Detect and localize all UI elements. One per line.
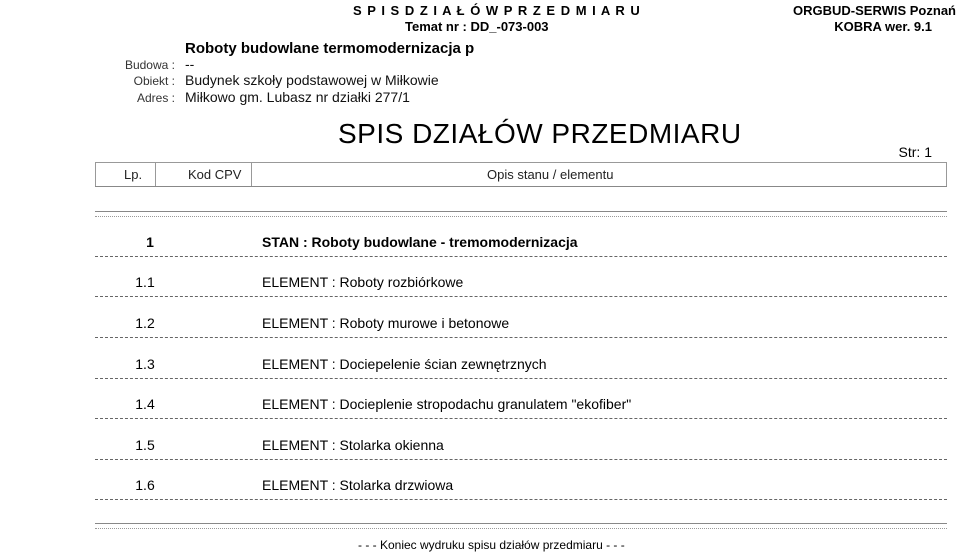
element-number: 1.1 [135, 274, 155, 290]
element-number: 1.5 [135, 437, 155, 453]
row-divider [95, 459, 947, 460]
separator-line [95, 211, 947, 212]
element-text: ELEMENT : Dociepelenie ścian zewnętrznych [262, 356, 547, 372]
element-number: 1.3 [135, 356, 155, 372]
row-divider [95, 378, 947, 379]
element-number: 1.6 [135, 477, 155, 493]
stan-number: 1 [146, 234, 154, 250]
element-number: 1.2 [135, 315, 155, 331]
element-number: 1.4 [135, 396, 155, 412]
row-divider [95, 499, 947, 500]
page-title: SPIS DZIAŁÓW PRZEDMIARU [338, 118, 742, 149]
row-divider [95, 256, 947, 257]
footer-top-line [95, 523, 947, 524]
doc-title-spaced: S P I S D Z I A Ł Ó W P R Z E D M I A R U [353, 3, 641, 18]
header-bottom-line [95, 186, 947, 187]
obiekt-value: Budynek szkoły podstawowej w Miłkowie [185, 72, 439, 88]
software-version: KOBRA wer. 9.1 [834, 19, 932, 34]
element-text: ELEMENT : Docieplenie stropodachu granulatem "ekofiber" [262, 396, 632, 412]
separator-dotted [95, 216, 947, 217]
obiekt-label: Obiekt : [133, 74, 175, 88]
column-opis: Opis stanu / elementu [487, 167, 614, 182]
adres-value: Miłkowo gm. Lubasz nr działki 277/1 [185, 89, 410, 105]
footer-end-text: - - - Koniec wydruku spisu działów przedmiaru - - - [358, 538, 625, 552]
element-text: ELEMENT : Stolarka drzwiowa [262, 477, 454, 493]
element-text: ELEMENT : Roboty murowe i betonowe [262, 315, 510, 331]
row-divider [95, 337, 947, 338]
adres-label: Adres : [136, 91, 175, 105]
budowa-value: -- [185, 56, 195, 72]
element-text: ELEMENT : Stolarka okienna [262, 437, 444, 453]
project-name: Roboty budowlane termomodernizacja p [185, 40, 475, 57]
element-text: ELEMENT : Roboty rozbiórkowe [262, 274, 464, 290]
row-divider [95, 418, 947, 419]
subject-number: Temat nr : DD_-073-003 [405, 19, 549, 34]
footer-dotted-line [95, 528, 947, 529]
stan-text: STAN : Roboty budowlane - tremomodernizacja [262, 234, 578, 250]
page-number: Str: 1 [898, 144, 932, 160]
budowa-label: Budowa : [124, 58, 175, 72]
column-lp: Lp. [124, 167, 143, 182]
row-divider [95, 296, 947, 297]
column-kod-cpv: Kod CPV [188, 167, 242, 182]
company-name: ORGBUD-SERWIS Poznań [793, 3, 956, 18]
